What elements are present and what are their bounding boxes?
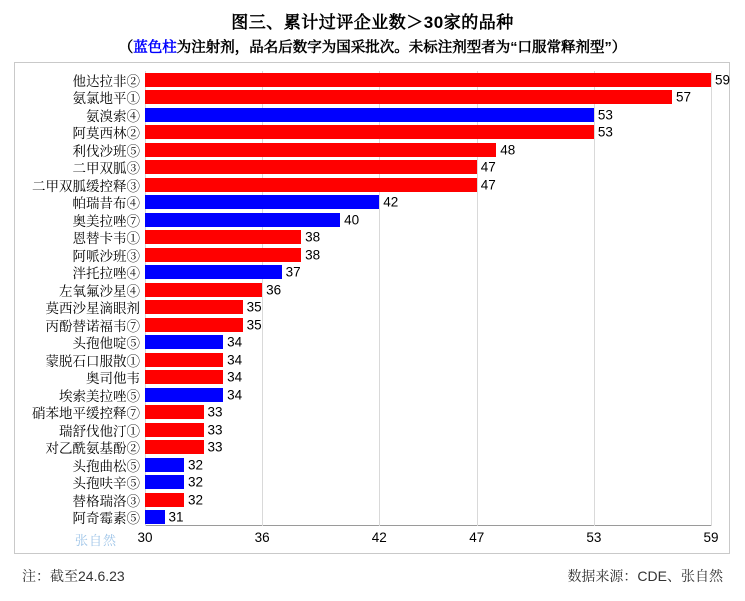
bar-value-label: 36 bbox=[266, 282, 282, 298]
bar-value-label: 34 bbox=[227, 369, 243, 385]
bar bbox=[145, 283, 262, 297]
bar bbox=[145, 213, 340, 227]
bar-value-label: 40 bbox=[344, 212, 360, 228]
bar bbox=[145, 300, 243, 314]
bar bbox=[145, 265, 282, 279]
bar-row bbox=[72, 72, 731, 89]
bar-value-label: 37 bbox=[285, 264, 301, 280]
x-axis-tick-label: 42 bbox=[371, 530, 387, 545]
category-label: 帕瑞昔布④ bbox=[72, 196, 140, 212]
bar-value-label: 33 bbox=[207, 439, 223, 455]
bar-value-label: 53 bbox=[597, 107, 613, 123]
category-label: 蒙脱石口服散① bbox=[45, 353, 140, 369]
bar bbox=[145, 248, 301, 262]
bar-value-label: 38 bbox=[305, 247, 321, 263]
bar-value-label: 53 bbox=[597, 124, 613, 140]
category-label: 恩替卡韦① bbox=[72, 231, 140, 247]
category-label: 奥美拉唑⑦ bbox=[72, 213, 140, 229]
bar bbox=[145, 388, 223, 402]
bar bbox=[145, 423, 204, 437]
footnote: 注：截至24.6.23 bbox=[22, 568, 125, 584]
bar bbox=[145, 405, 204, 419]
category-label: 阿奇霉素⑤ bbox=[72, 511, 140, 527]
bar bbox=[145, 195, 379, 209]
x-axis-tick-label: 53 bbox=[586, 530, 602, 545]
category-label: 利伐沙班⑤ bbox=[72, 143, 140, 159]
category-label: 对乙酰氨基酚② bbox=[45, 441, 140, 457]
bar-value-label: 34 bbox=[227, 387, 243, 403]
bar bbox=[145, 160, 477, 174]
bar bbox=[145, 475, 184, 489]
bar-row bbox=[72, 474, 711, 492]
bar-row bbox=[59, 282, 711, 299]
data-source: 数据来源：CDE、张自然 bbox=[567, 568, 723, 584]
bar-value-label: 33 bbox=[207, 422, 223, 438]
bar-row bbox=[32, 404, 711, 422]
category-label: 他达拉非② bbox=[72, 73, 140, 89]
bar bbox=[145, 125, 594, 139]
category-label: 丙酚替诺福韦⑦ bbox=[45, 318, 140, 334]
category-label: 埃索美拉唑⑤ bbox=[59, 388, 140, 404]
category-label: 阿哌沙班③ bbox=[72, 248, 140, 264]
category-label: 泮托拉唑④ bbox=[72, 266, 140, 282]
bar bbox=[145, 108, 594, 122]
category-label: 二甲双胍缓控释③ bbox=[32, 178, 140, 194]
x-gridline bbox=[711, 71, 712, 526]
bar bbox=[145, 353, 223, 367]
bar bbox=[145, 440, 204, 454]
category-label: 替格瑞洛③ bbox=[72, 493, 140, 509]
x-axis-tick-label: 30 bbox=[137, 530, 153, 545]
bar-row bbox=[59, 422, 711, 439]
subtitle-post: 为注射剂，品名后数字为国采批次。未标注剂型者为 bbox=[176, 40, 511, 56]
bar-row bbox=[86, 369, 711, 387]
bar bbox=[145, 510, 165, 524]
bar-row bbox=[72, 334, 711, 352]
bar bbox=[145, 230, 301, 244]
category-label: 阿莫西林② bbox=[72, 126, 140, 142]
bar-value-label: 35 bbox=[246, 317, 262, 333]
bar-row bbox=[72, 124, 711, 142]
bar bbox=[145, 73, 711, 87]
bar bbox=[145, 493, 184, 507]
bar-row bbox=[72, 492, 711, 509]
bar-row bbox=[72, 212, 711, 229]
category-label: 头孢呋辛⑤ bbox=[72, 476, 140, 492]
bar-value-label: 32 bbox=[188, 474, 204, 490]
bar-value-label: 34 bbox=[227, 352, 243, 368]
bar-value-label: 35 bbox=[246, 299, 262, 315]
bar-value-label: 33 bbox=[207, 404, 223, 420]
bar bbox=[145, 458, 184, 472]
bar-row bbox=[72, 264, 711, 282]
bar-row bbox=[45, 439, 711, 457]
bar-row bbox=[32, 177, 711, 194]
bar-value-label: 59 bbox=[715, 72, 731, 88]
subtitle-blue-term: 蓝色柱 bbox=[133, 40, 177, 56]
bar-row bbox=[72, 194, 711, 212]
category-label: 左氧氟沙星④ bbox=[59, 283, 140, 299]
bar-value-label: 32 bbox=[188, 492, 204, 508]
bar-value-label: 31 bbox=[168, 509, 184, 525]
bar-value-label: 32 bbox=[188, 457, 204, 473]
bar-row bbox=[59, 387, 711, 404]
bar-value-label: 48 bbox=[500, 142, 516, 158]
bar-row bbox=[72, 457, 711, 474]
bar bbox=[145, 178, 477, 192]
bar-value-label: 38 bbox=[305, 229, 321, 245]
category-label: 氨氯地平① bbox=[72, 91, 140, 107]
bar-row bbox=[45, 317, 711, 334]
category-label: 氨溴索④ bbox=[86, 108, 140, 124]
subtitle-quoted: “口服常释剂型” bbox=[510, 40, 612, 56]
bar bbox=[145, 318, 243, 332]
x-axis-tick-label: 36 bbox=[254, 530, 270, 545]
page-title: 图三、累计过评企业数＞30家的品种 bbox=[231, 13, 514, 32]
category-label: 莫西沙星滴眼剂 bbox=[45, 301, 140, 317]
x-axis-tick-label: 59 bbox=[703, 530, 719, 545]
category-label: 奥司他韦 bbox=[86, 371, 140, 387]
bar-row bbox=[72, 229, 711, 247]
category-label: 头孢他啶⑤ bbox=[72, 336, 140, 352]
bar-value-label: 57 bbox=[675, 89, 691, 105]
watermark: 张自然 bbox=[75, 533, 118, 548]
bar-row bbox=[72, 142, 711, 159]
bar-row bbox=[45, 352, 711, 369]
bar bbox=[145, 370, 223, 384]
bar-value-label: 47 bbox=[480, 159, 496, 175]
bar-value-label: 47 bbox=[480, 177, 496, 193]
bar-row bbox=[72, 509, 711, 527]
chart-plot-area bbox=[14, 62, 730, 554]
category-label: 二甲双胍③ bbox=[72, 161, 140, 177]
category-label: 硝苯地平缓控释⑦ bbox=[32, 406, 140, 422]
bar-value-label: 42 bbox=[383, 194, 399, 210]
bar bbox=[145, 335, 223, 349]
bar bbox=[145, 90, 672, 104]
x-axis-tick-label: 47 bbox=[469, 530, 485, 545]
bar-row bbox=[86, 107, 711, 124]
subtitle-end: ） bbox=[611, 40, 627, 56]
subtitle-pre: （ bbox=[118, 40, 134, 56]
bar-row bbox=[72, 159, 711, 177]
bar-row bbox=[72, 247, 711, 264]
bar-value-label: 34 bbox=[227, 334, 243, 350]
chart-subtitle bbox=[0, 36, 745, 57]
category-label: 瑞舒伐他汀① bbox=[59, 423, 140, 439]
bar-row bbox=[45, 299, 711, 317]
bar-row bbox=[72, 89, 711, 107]
category-label: 头孢曲松⑤ bbox=[72, 458, 140, 474]
bar bbox=[145, 143, 496, 157]
